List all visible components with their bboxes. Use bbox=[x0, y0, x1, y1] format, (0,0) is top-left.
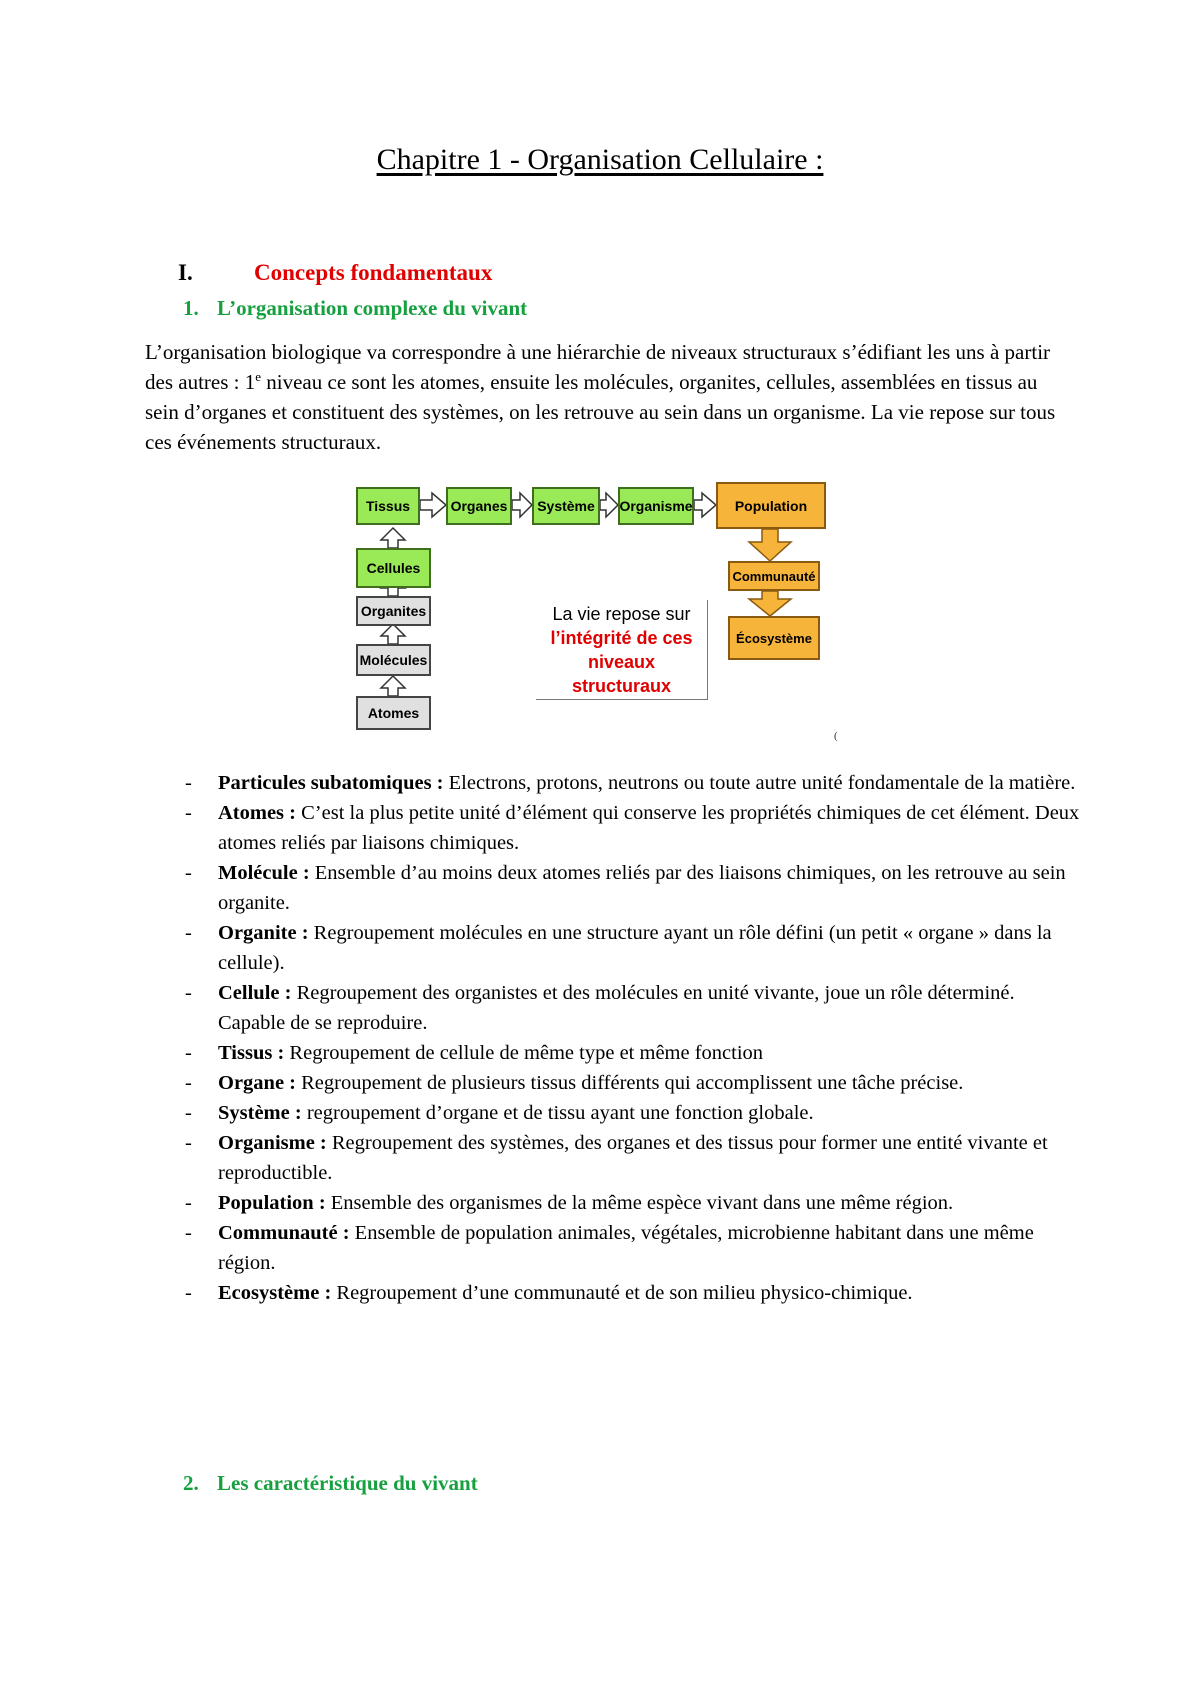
list-dash: - bbox=[185, 772, 192, 794]
list-dash: - bbox=[185, 982, 192, 1004]
callout-line-4: structuraux bbox=[571, 676, 672, 696]
list-item bbox=[185, 1068, 1085, 1098]
list-item bbox=[185, 858, 1085, 918]
box-communaute: Communauté bbox=[728, 561, 820, 591]
diagram-callout bbox=[536, 600, 708, 700]
list-item bbox=[185, 1098, 1085, 1128]
subsection-heading-1 bbox=[183, 296, 527, 321]
box-cellules: Cellules bbox=[356, 548, 431, 588]
arrow-right-icon bbox=[420, 493, 446, 517]
definition-text: C’est la plus petite unité d’élément qui conserve les propriétés chimiques de cet élément. Deux atomes reliés par liaisons chimiques. bbox=[218, 802, 1080, 854]
definition-term: Système : bbox=[218, 1102, 302, 1124]
definition-term: Communauté : bbox=[218, 1222, 350, 1244]
hierarchy-diagram bbox=[356, 478, 876, 748]
definition-text: Regroupement de cellule de même type et même fonction bbox=[284, 1042, 764, 1064]
definition-text: Ensemble des organismes de la même espèce vivant dans une même région. bbox=[325, 1192, 954, 1214]
callout-line-3: niveaux bbox=[587, 652, 656, 672]
definition-term: Particules subatomiques : bbox=[218, 772, 444, 794]
box-systeme: Système bbox=[532, 487, 600, 525]
list-item bbox=[185, 1038, 1085, 1068]
definition-term: Ecosystème : bbox=[218, 1282, 332, 1304]
box-ecosysteme: Écosystème bbox=[728, 616, 820, 660]
definition-text: Ensemble de population animales, végétales, microbienne habitant dans une même région. bbox=[218, 1222, 1034, 1274]
subsection-label: L’organisation complexe du vivant bbox=[217, 296, 528, 320]
diagram-mark: ( bbox=[834, 730, 838, 742]
list-item bbox=[185, 978, 1085, 1038]
definition-text: regroupement d’organe et de tissu ayant une fonction globale. bbox=[301, 1102, 814, 1124]
section-number: I. bbox=[178, 260, 193, 285]
list-item bbox=[185, 798, 1085, 858]
list-item bbox=[185, 918, 1085, 978]
list-dash: - bbox=[185, 922, 192, 944]
list-dash: - bbox=[185, 802, 192, 824]
list-dash: - bbox=[185, 1042, 192, 1064]
list-item bbox=[185, 1218, 1085, 1278]
list-dash: - bbox=[185, 1192, 192, 1214]
definition-term: Tissus : bbox=[218, 1042, 285, 1064]
subsection-heading-2 bbox=[183, 1471, 478, 1496]
definition-text: Regroupement molécules en une structure ayant un rôle défini (un petit « organe » dans la cellule). bbox=[218, 922, 1052, 974]
definition-text: Regroupement des systèmes, des organes et des tissus pour former une entité vivante et reproductible. bbox=[218, 1132, 1048, 1184]
definition-term: Population : bbox=[218, 1192, 326, 1214]
paragraph-superscript: e bbox=[255, 369, 262, 384]
definitions-list bbox=[185, 768, 1085, 1308]
paragraph-text-2: niveau ce sont les atomes, ensuite les molécules, organites, cellules, assemblées en tissus au sein d’organes et constituent des systèmes, on les retrouve au sein dans un organisme. La vie repose sur tous ces événements structuraux. bbox=[145, 370, 1056, 454]
definition-text: Regroupement de plusieurs tissus différents qui accomplissent une tâche précise. bbox=[296, 1072, 964, 1094]
list-dash: - bbox=[185, 862, 192, 884]
definition-term: Organisme : bbox=[218, 1132, 327, 1154]
box-tissus: Tissus bbox=[356, 487, 420, 525]
definition-text: Ensemble d’au moins deux atomes reliés par des liaisons chimiques, on les retrouve au sein organite. bbox=[218, 862, 1066, 914]
arrow-right-icon bbox=[512, 493, 532, 517]
list-item bbox=[185, 1128, 1085, 1188]
list-item bbox=[185, 768, 1085, 798]
list-dash: - bbox=[185, 1282, 192, 1304]
definition-term: Atomes : bbox=[218, 802, 296, 824]
box-population: Population bbox=[716, 482, 826, 529]
box-organisme: Organisme bbox=[618, 487, 694, 525]
definition-term: Cellule : bbox=[218, 982, 292, 1004]
box-atomes: Atomes bbox=[356, 696, 431, 730]
list-dash: - bbox=[185, 1222, 192, 1244]
definition-text: Electrons, protons, neutrons ou toute autre unité fondamentale de la matière. bbox=[443, 772, 1076, 794]
subsection-label: Les caractéristique du vivant bbox=[217, 1471, 478, 1495]
definition-text: Regroupement des organistes et des molécules en unité vivante, joue un rôle déterminé. Capable de se reproduire. bbox=[218, 982, 1015, 1034]
list-dash: - bbox=[185, 1102, 192, 1124]
definition-term: Molécule : bbox=[218, 862, 310, 884]
definition-term: Organite : bbox=[218, 922, 309, 944]
arrow-right-icon bbox=[600, 493, 618, 517]
page-title: Chapitre 1 - Organisation Cellulaire : bbox=[376, 143, 824, 176]
arrow-up-icon bbox=[381, 624, 405, 644]
list-item bbox=[185, 1188, 1085, 1218]
arrow-down-icon bbox=[749, 591, 791, 616]
callout-line-2: l’intégrité de ces bbox=[550, 628, 693, 648]
subsection-number: 2. bbox=[183, 1471, 199, 1495]
arrow-up-icon bbox=[381, 528, 405, 548]
definition-text: Regroupement d’une communauté et de son milieu physico-chimique. bbox=[331, 1282, 913, 1304]
intro-paragraph bbox=[145, 337, 1070, 457]
arrow-up-icon bbox=[381, 676, 405, 696]
callout-line-1: La vie repose sur bbox=[552, 604, 691, 624]
subsection-number: 1. bbox=[183, 296, 199, 320]
paragraph-text-1: L’organisation biologique va correspondre à une hiérarchie de niveaux structuraux s’édifiant les uns à partir des autres : 1 bbox=[145, 340, 1051, 394]
arrow-right-icon bbox=[694, 493, 716, 517]
box-organites: Organites bbox=[356, 596, 431, 626]
section-label: Concepts fondamentaux bbox=[254, 260, 493, 285]
list-dash: - bbox=[185, 1072, 192, 1094]
definition-term: Organe : bbox=[218, 1072, 296, 1094]
arrow-down-icon bbox=[749, 529, 791, 561]
box-molecules: Molécules bbox=[356, 644, 431, 676]
list-dash: - bbox=[185, 1132, 192, 1154]
list-item bbox=[185, 1278, 1085, 1308]
box-organes: Organes bbox=[446, 487, 512, 525]
